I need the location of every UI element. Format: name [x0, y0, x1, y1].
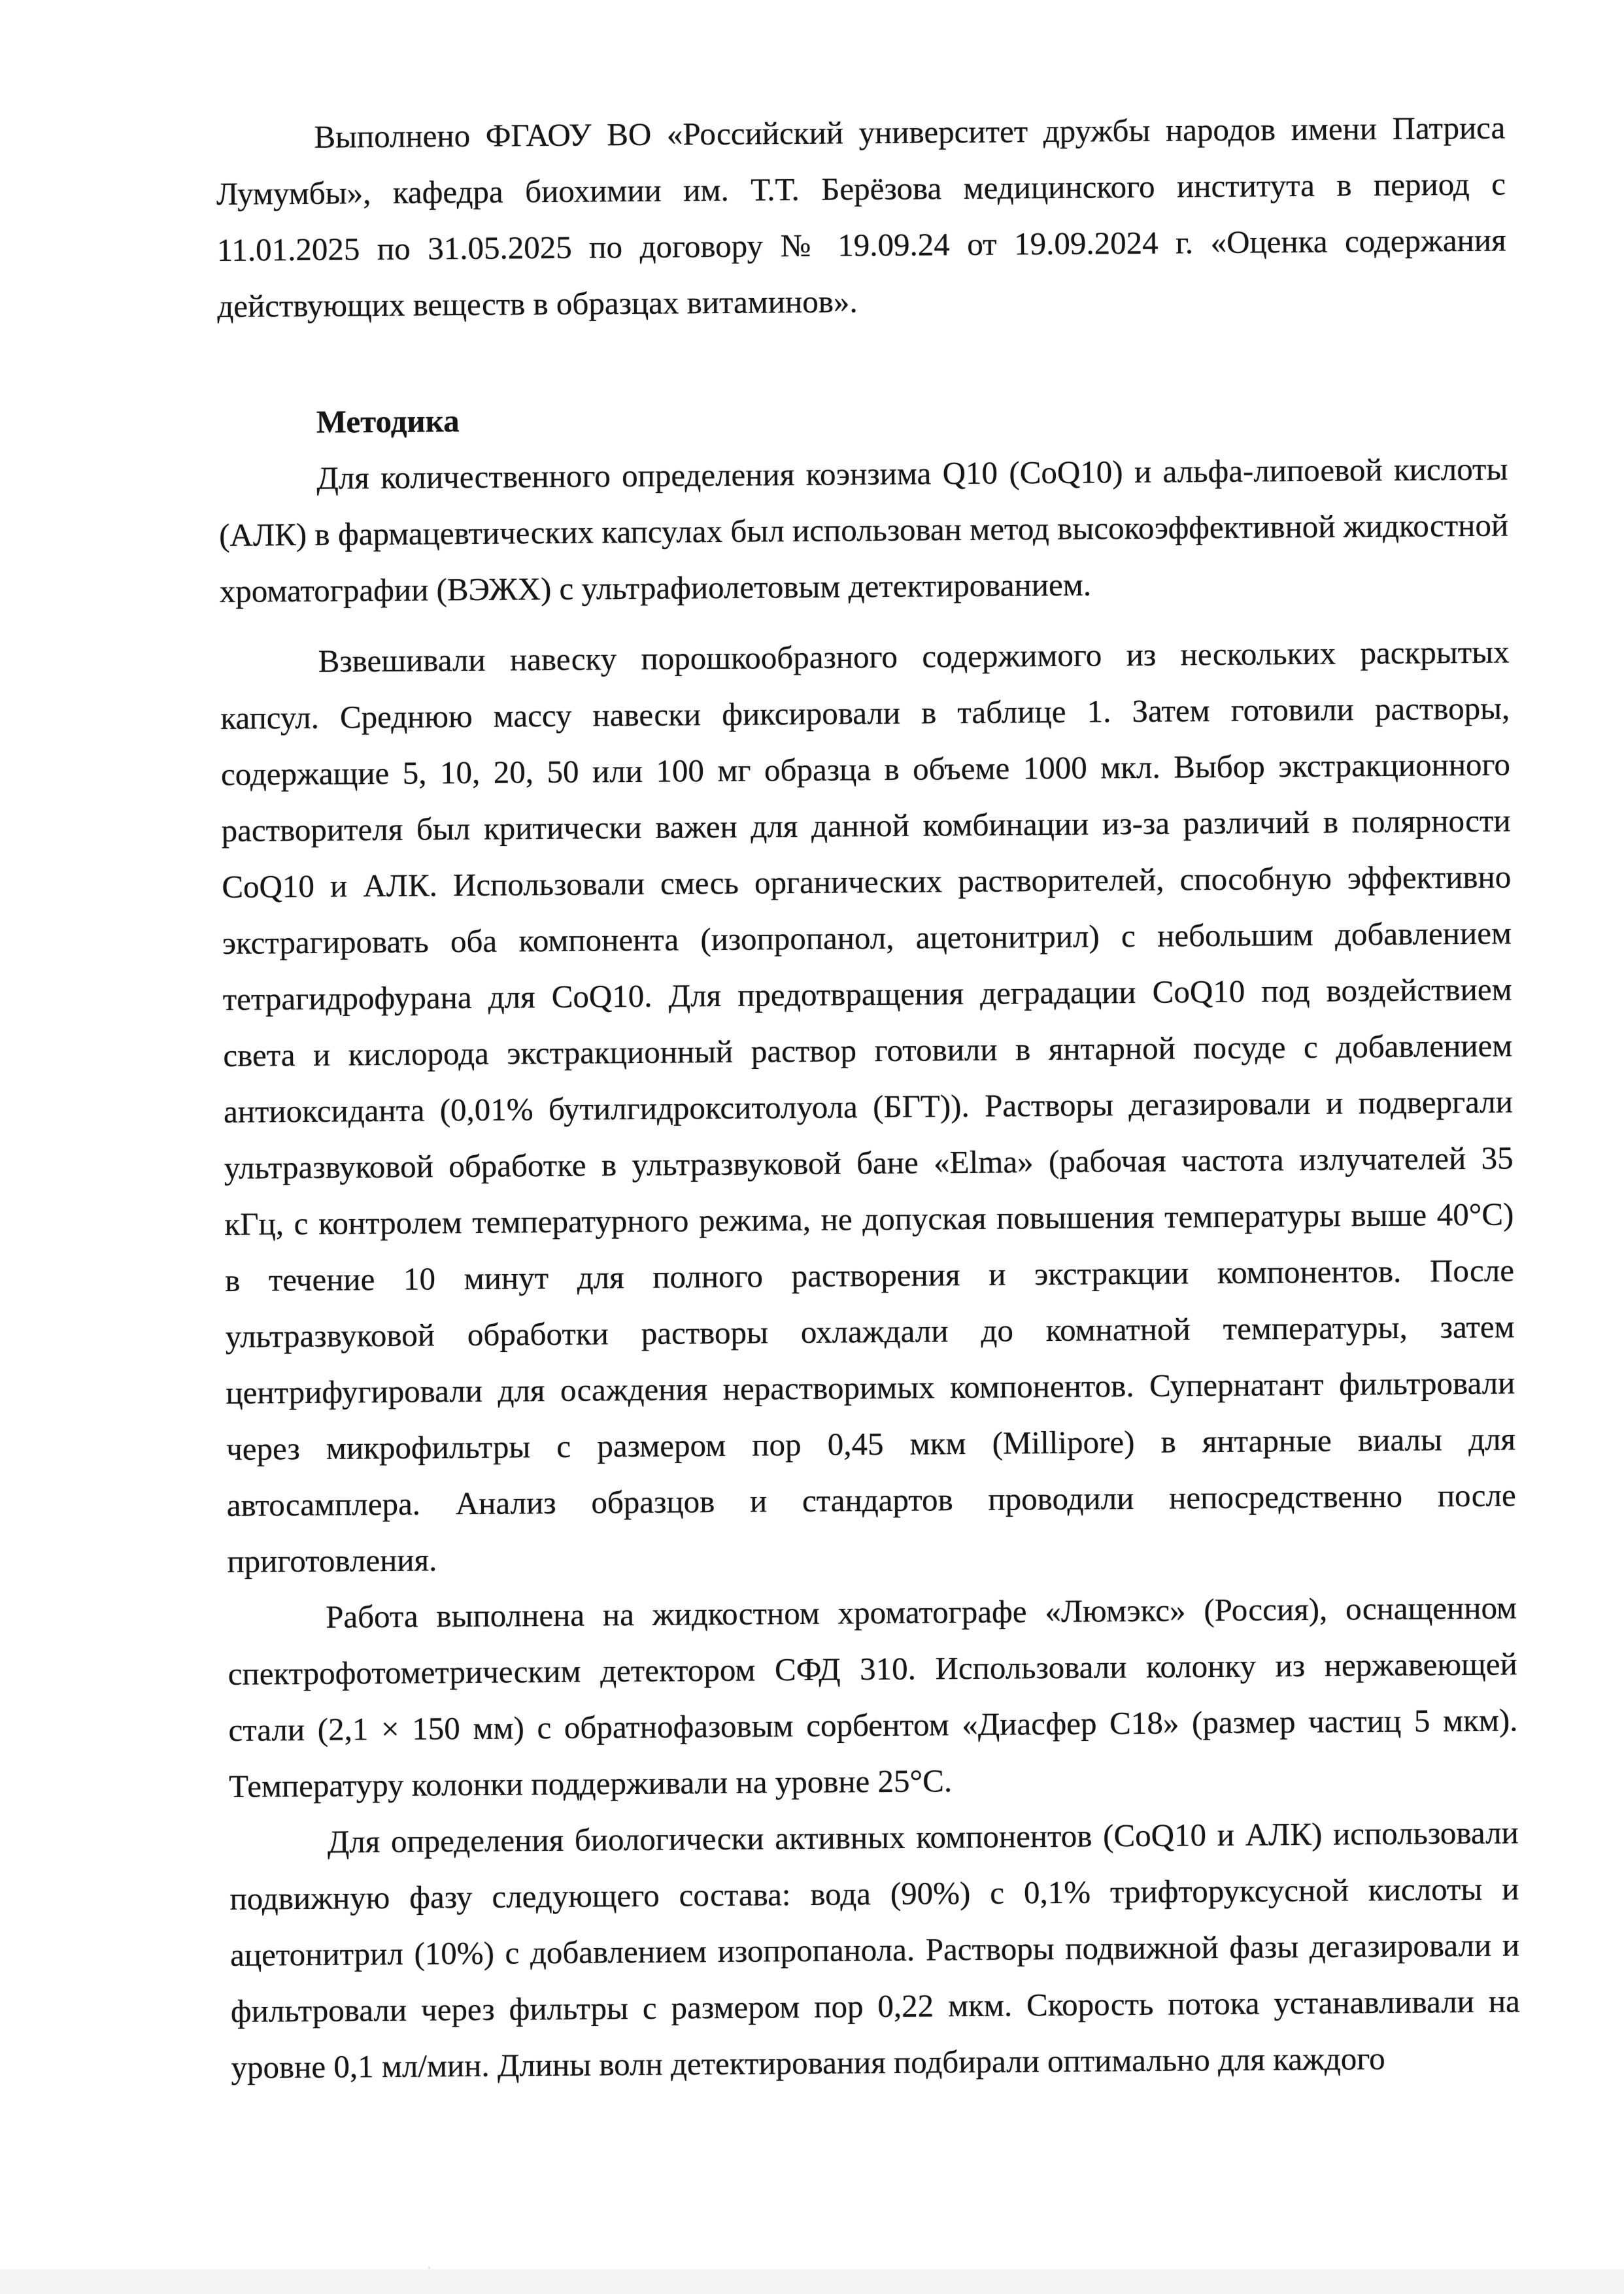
- scan-edge-notch: [428, 2267, 430, 2269]
- scan-edge-artifact: [0, 2269, 1624, 2294]
- intro-paragraph: Выполнено ФГАОУ ВО «Российский университет дружбы народов имени Патриса Лумумбы», кафедра биохимии им. Т.Т. Берёзова медицинского института в период с 11.01.2025 по 31.05.2025 по договору № 19.09.24 от 19.09.2024 г. «Оценка содержания действующих веществ в образцах витаминов».: [216, 109, 1506, 324]
- paragraph-method-overview: Для количественного определения коэнзима Q10 (CoQ10) и альфа-липоевой кислоты (АЛК) в фармацевтических капсулах был использован метод высокоэффективной жидкостной хроматографии (ВЭЖХ) с ультрафиолетовым детектированием.: [218, 450, 1509, 609]
- paragraph-mobile-phase: Для определения биологически активных компонентов (CoQ10 и АЛК) использовали подвижную фазу следующего состава: вода (90%) с 0,1% трифторуксусной кислоты и ацетонитрил (10%) с добавлением изопропанола. Растворы подвижной фазы дегазировали и фильтровали через фильтры с размером пор 0,22 мкм. Скорость потока устанавливали на уровне 0,1 мл/мин. Длины волн детектирования подбирали оптимально для каждого: [229, 1814, 1520, 2085]
- paragraph-instrument-description: Работа выполнена на жидкостном хроматографе «Люмэкс» (Россия), оснащенном спектрофотометрическим детектором СФД 310. Использовали колонку из нержавеющей стали (2,1 × 150 мм) с обратнофазовым сорбентом «Диасфер С18» (размер частиц 5 мкм). Температуру колонки поддерживали на уровне 25°C.: [228, 1589, 1518, 1804]
- document-text-block: [216, 100, 1521, 2096]
- paragraph-sample-preparation: Взвешивали навеску порошкообразного содержимого из нескольких раскрытых капсул. Среднюю массу навески фиксировали в таблице 1. Затем готовили растворы, содержащие 5, 10, 20, 50 или 100 мг образца в объеме 1000 мкл. Выбор экстракционного растворителя был критически важен для данной комбинации из-за различий в полярности CoQ10 и АЛК. Использовали смесь органических растворителей, способную эффективно экстрагировать оба компонента (изопропанол, ацетонитрил) с небольшим добавлением тетрагидрофурана для CoQ10. Для предотвращения деградации CoQ10 под воздействием света и кислорода экстракционный раствор готовили в янтарной посуде с добавлением антиоксиданта (0,01% бутилгидрокситолуола (БГТ)). Растворы дегазировали и подвергали ультразвуковой обработке в ультразвуковой бане «Elma» (рабочая частота излучателей 35 кГц, с контролем температурного режима, не допуская повышения температуры выше 40°C) в течение 10 минут для полного растворения и экстракции компонентов. После ультразвуковой обработки растворы охлаждали до комнатной температуры, затем центрифугировали для осаждения нерастворимых компонентов. Супернатант фильтровали через микрофильтры с размером пор 0,45 мкм (Millipore) в янтарные виалы для автосамплера. Анализ образцов и стандартов проводили непосредственно после приготовления.: [220, 633, 1516, 1579]
- section-heading-metodika: Методика: [316, 403, 460, 440]
